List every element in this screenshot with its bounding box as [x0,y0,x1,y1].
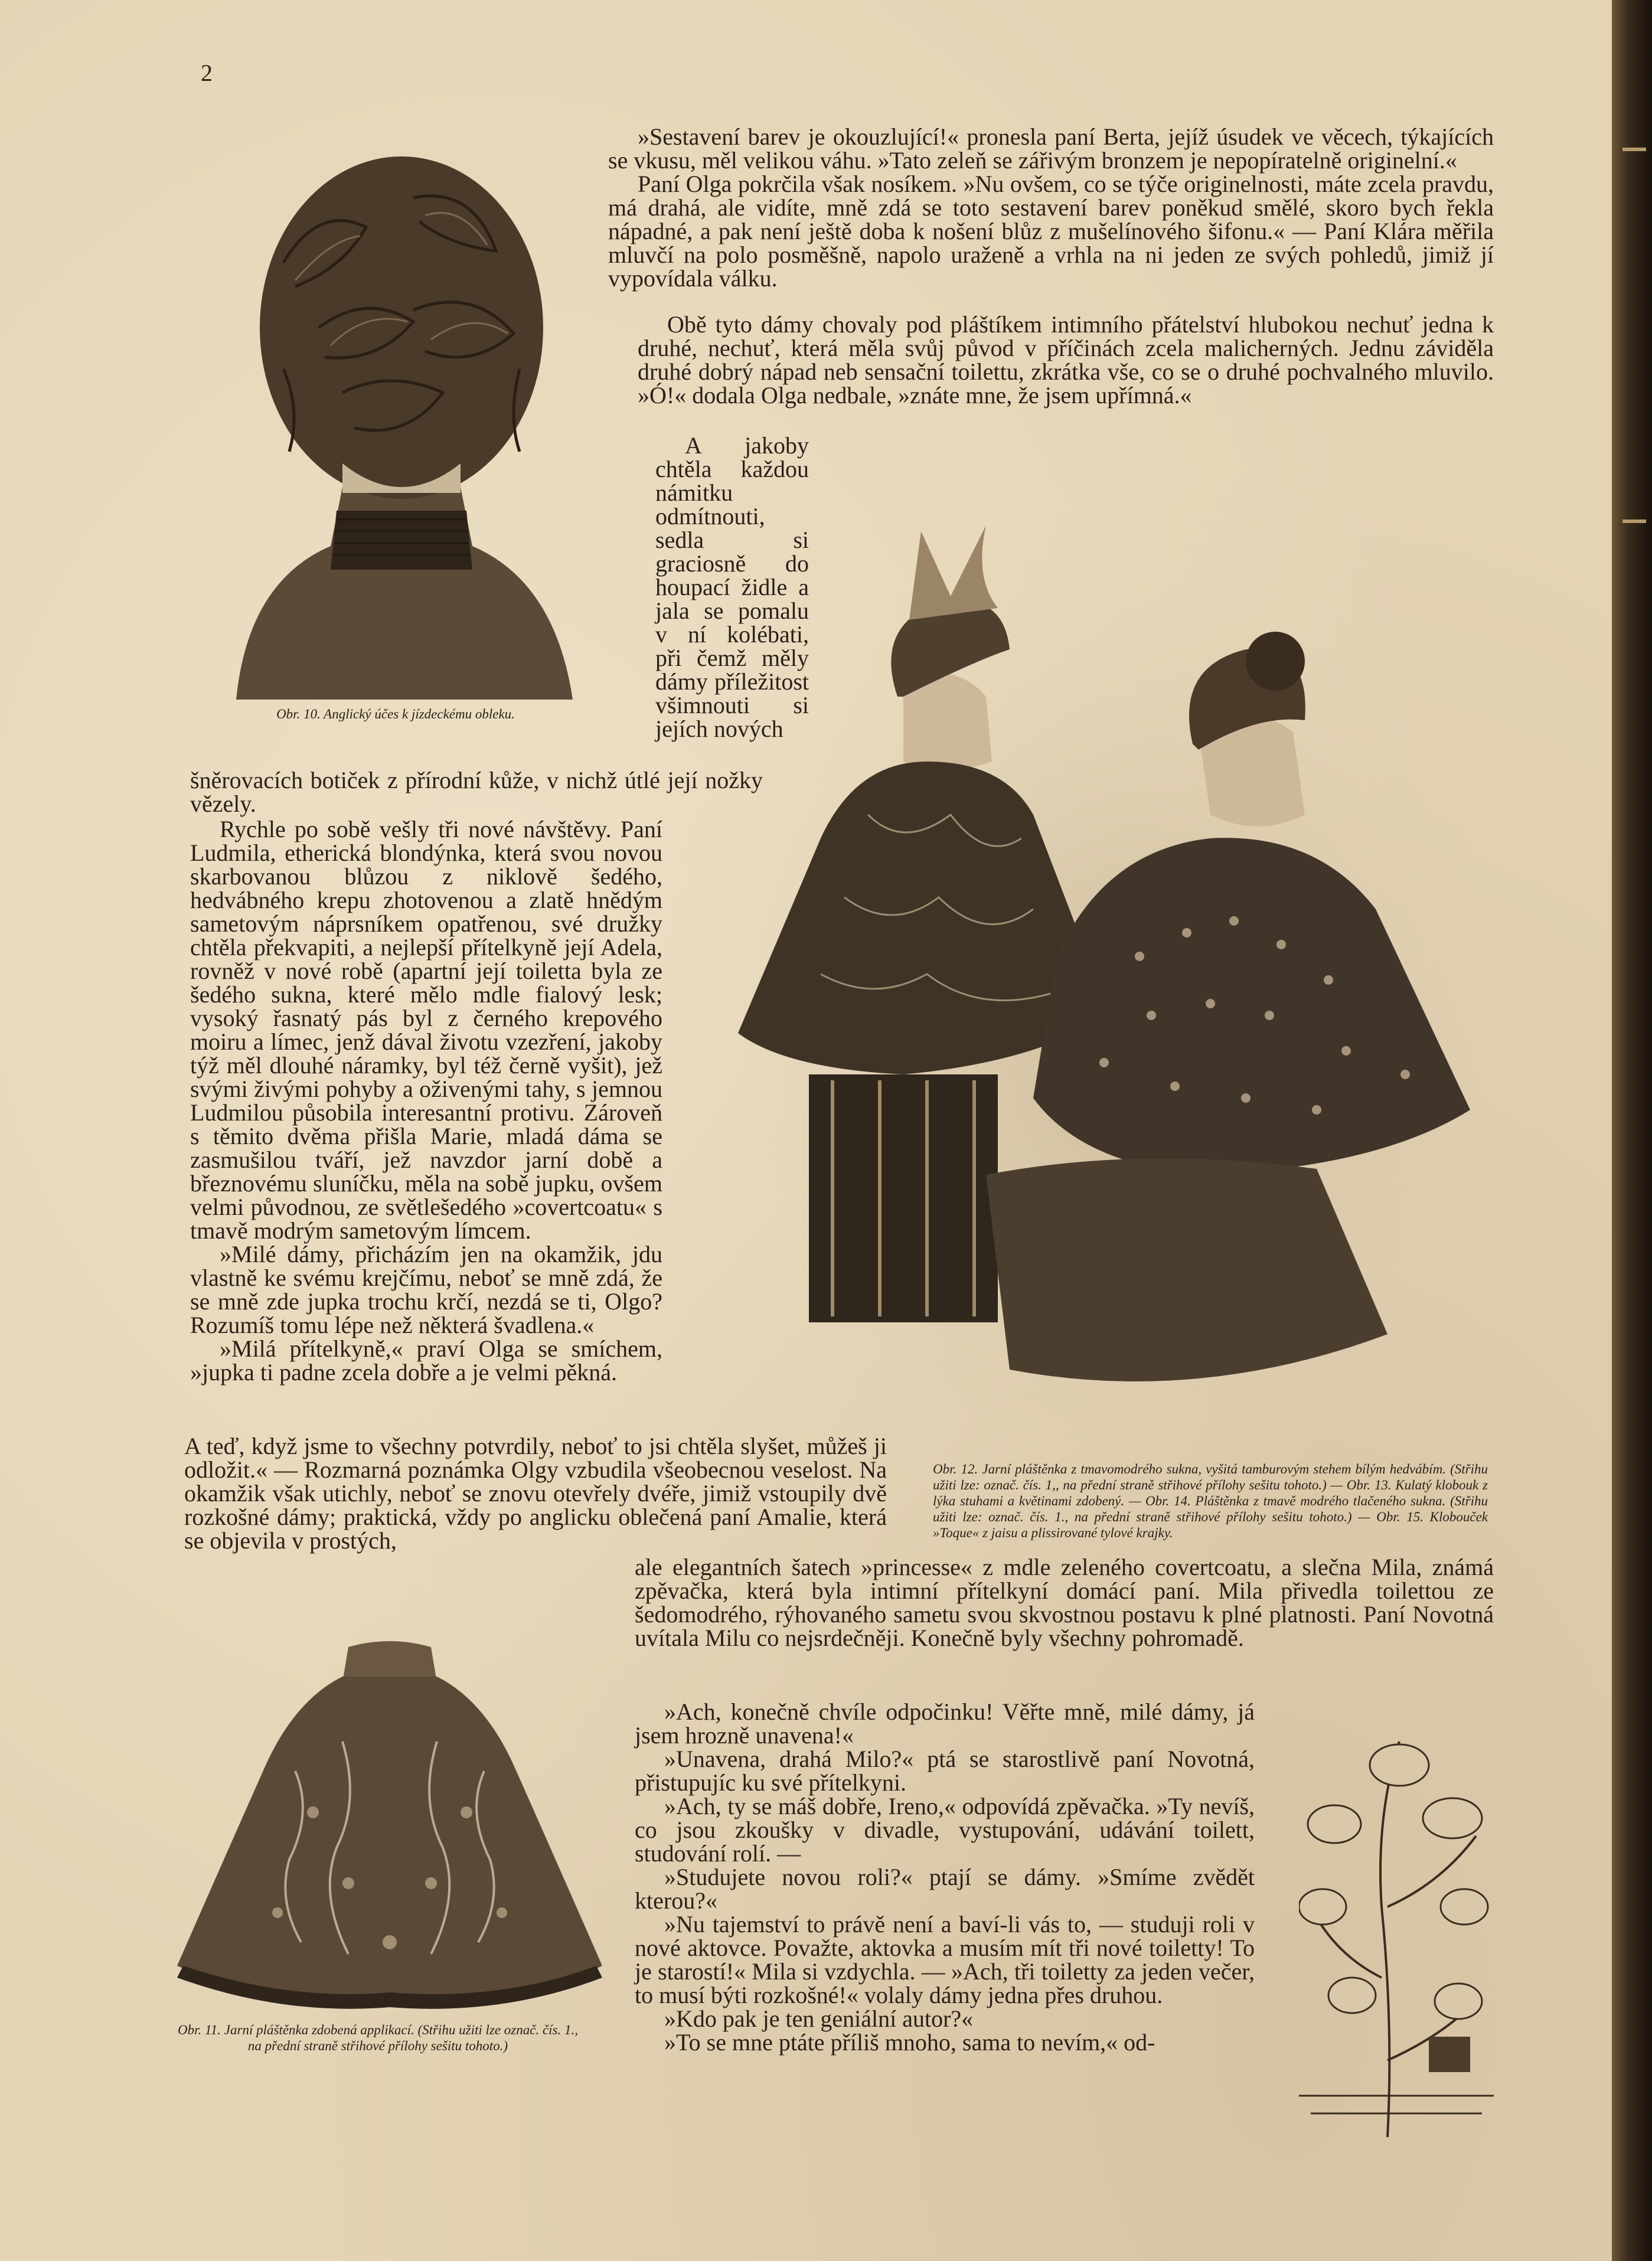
dialogue-line: »Unavena, drahá Milo?« ptá se starostlivě paní Novotná, přistupujíc ku své přítelkyni. [635,1746,1255,1796]
figure-11-cape-illustration [171,1635,608,2013]
binding-mark [1622,519,1646,523]
paragraph: šněrovacích botiček z přírodní kůže, v nichž útlé její nožky vězely. [190,767,763,817]
dialogue-line: »To se mne ptáte příliš mnoho, sama to nevím,« od- [664,2029,1155,2056]
text-col-mid [635,1556,1494,1650]
figure-10-caption: Obr. 10. Anglický účes k jízdeckému obleku. [276,707,515,721]
floral-vignette-illustration [1299,1730,1494,2143]
page-number: 2 [201,60,213,86]
dialogue-line: »Ach, ty se máš dobře, Ireno,« odpovídá zpěvačka. »Ty nevíš, co jsou zkoušky v divadle, vystupování, udávání toilett, studování rolí. — [635,1793,1255,1867]
text-col-left-main [190,818,662,1384]
text-wide [184,1435,887,1553]
dialogue-line: »Studujete novou roli?« ptají se dámy. »Smíme zvědět kterou?« [635,1864,1255,1914]
figure-10-hairstyle-illustration [165,133,626,714]
dialogue-line: »Nu tajemství to právě není a baví-li vás to, — studuji roli v nové aktovce. Považte, aktovka a musím mít tři nové toiletty! To je starostí!« Mila si vzdychla. — »Ach, tři toiletty za jeden večer, to musí býti rozkošné!« volaly dámy jedna přes druhou. [635,1911,1255,2008]
paragraph: »Sestavení barev je okouzlující!« pronesla paní Berta, jejíž úsudek ve věcech, týkajících se vkusu, měl velikou váhu. »Tato zeleň se zářivým bronzem je nepopíratelně originelní.« [608,123,1494,174]
text-col-left [190,769,763,816]
text-col-top-2 [638,313,1494,407]
figure-11-caption: Obr. 11. Jarní pláštěnka zdobená applikací. (Střihu užiti lze označ. čís. 1., na přední straně střihové přílohy sešitu tohoto.) [177,2023,579,2053]
paragraph: ale elegantních šatech »princesse« z mdle zeleného covertcoatu, a slečna Mila, známá zpěvačka, která byla intimní přítelkyní domácí paní. Mila přivedla toilettou ze šedomodrého, rýhovaného sametu svou skvostnou postavu k plné platnosti. Paní Novotná uvítala Milu co nejsrdečněji. Konečně byly všechny pohromadě. [635,1554,1494,1651]
figure-12-15-women-in-capes-illustration [726,484,1529,1446]
text-col-top [608,125,1494,290]
dialogue-line: »Ach, konečně chvíle odpočinku! Věřte mně, milé dámy, já jsem hrozně unavena!« [635,1698,1255,1749]
figure-12-15-caption: Obr. 12. Jarní pláštěnka z tmavomodrého sukna, vyšitá tamburovým stehem bílým hedvábím. (Střihu užiti lze: označ. čís. 1,, na přední straně střihové přílohy sešitu tohoto.) — Obr. 13. Kulatý klobouk z lýka stuhami a květinami zdobený. — Obr. 14. Pláštěnka z tmavě modrého tlačeného sukna. (Střihu užiti lze: označ. čís. 1., na přední straně střihové přílohy sešitu tohoto.) — Obr. 15. Klobouček »Toque« z jaisu a plissirované tylové krajky. [933,1462,1488,1540]
binding-edge [1612,0,1652,2261]
paragraph: Rychle po sobě vešly tři nové návštěvy. Paní Ludmila, etherická blondýnka, která svou novou skarbovanou blůzou z niklově šedého, hedvábného krepu zhotovenou a zlatě hnědým sametovým náprsníkem opatřenou, své družky chtěla překvapiti, a nejlepší přítelkyně její Adela, rovněž v nové robě (apartní její toiletta byla ze šedého sukna, které mělo mdle fialový lesk; vysoký řasnatý pás byl z černého krepového moiru a límec, jenž dával životu vzezření, jakoby týž měl dlouhé náramky, byl též černě vyšit), jež svými živými pohyby a oživenými tahy, s jemnou Ludmilou působila interesantní protivu. Zároveň s těmito dvěma přišla Marie, mladá dáma se zasmušilou tváří, jež navzdor jarní době a březnovému sluníčku, měla na sobě jupku, ovšem velmi původnou, ze světlešedého »covertcoatu« s tmavě modrým sametovým límcem. [190,816,662,1244]
text-col-dialogue [635,1700,1255,2054]
paragraph: Obě tyto dámy chovaly pod pláštíkem intimního přátelství hlubokou nechuť jedna k druhé, nechuť, která měla svůj původ v příčinách zcela malicherných. Jednu záviděla druhé dobrý nápad neb sensační toilettu, zkrátka vše, co se o druhé pochvalného mluvilo. »Ó!« dodala Olga nedbale, »znáte mne, že jsem upřímná.« [638,311,1494,409]
dialogue-line: »Kdo pak je ten geniální autor?« [664,2005,974,2032]
binding-mark [1622,148,1646,151]
paragraph: Paní Olga pokrčila však nosíkem. »Nu ovšem, co se týče originelnosti, máte zcela pravdu, má drahá, ale vidíte, mně zdá se toto sestavení barev poněkud smělé, skoro bych řekla nápadné, a pak není ještě doba k nošení blůz z mušelínového šifonu.« — Paní Klára měřila mluvčí na polo posměšně, napolo uraženě a vrhla na ni jeden ze svých pohledů, jimiž jí vypovídala válku. [608,171,1494,292]
paragraph: »Milá přítelkyně,« praví Olga se smíchem, »jupka ti padne zcela dobře a je velmi pěkná. [190,1335,662,1386]
paragraph: A teď, když jsme to všechny potvrdily, neboť to jsi chtěla slyšet, můžeš ji odložit.« — Rozmarná poznámka Olgy vzbudila všeobecnou veselost. Na okamžik však utichly, neboť se znovu otevřely dvéře, jimiž vstoupily dvě rozkošné dámy; praktická, vždy po anglicku oblečená paní Amalie, která se objevila v prostých, [184,1433,887,1554]
paragraph: »Milé dámy, přicházím jen na okamžik, jdu vlastně ke svému krejčímu, neboť se mně zdá, že se mně zde jupka trochu krčí, nezdá se ti, Olgo? Rozumíš tomu lépe než některá švadlena.« [190,1241,662,1338]
paragraph: A jakoby chtěla každou námitku odmítnouti, sedla si graciosně do houpací židle a jala se pomalu v ní kolébati, při čemž měly dámy příležitost všimnouti si jejích nových [655,432,809,742]
